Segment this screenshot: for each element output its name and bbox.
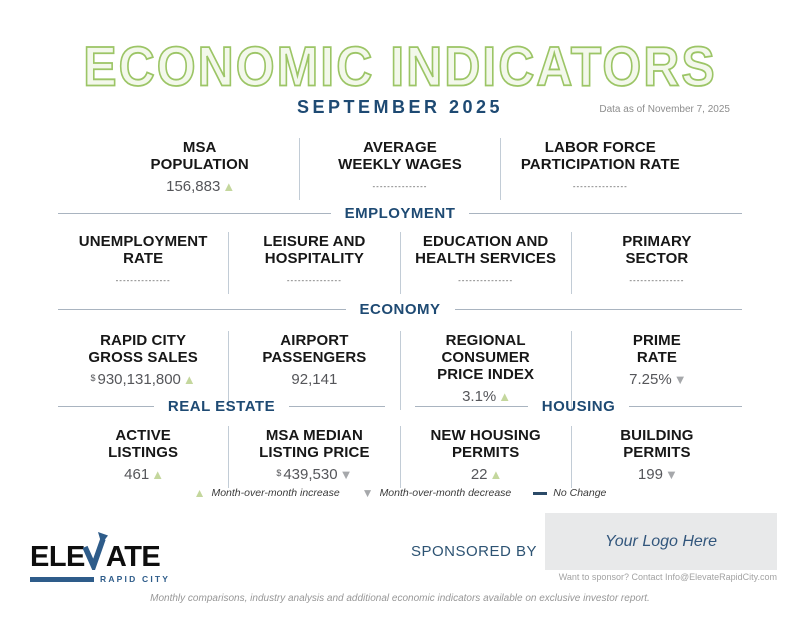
trend-icon: ▼	[673, 372, 687, 388]
section-header-economy: ECONOMY	[58, 301, 742, 318]
stat-label: REGIONAL CONSUMER PRICE INDEX	[437, 332, 535, 383]
stat-average-weekly-wages	[300, 138, 500, 200]
stat-value: ---------------	[286, 276, 342, 286]
trend-icon: ▲	[498, 389, 512, 405]
trend-icon: ▲	[222, 179, 236, 195]
stat-label: LABOR FORCE PARTICIPATION RATE	[520, 139, 680, 173]
legend	[0, 487, 800, 499]
stat-primary-sector	[572, 232, 742, 294]
stat-label: PRIME RATE	[632, 332, 681, 366]
disclaimer-text: Monthly comparisons, industry analysis and additional economic indicators available on exclusive investor report.	[150, 593, 650, 604]
stat-label: MSA POPULATION	[150, 139, 249, 173]
stat-label: EDUCATION AND HEALTH SERVICES	[415, 233, 557, 267]
stat-value: ---------------	[115, 276, 171, 286]
stat-building-permits	[572, 426, 742, 488]
trend-icon: ▲	[489, 467, 503, 483]
stat-label: MSA MEDIAN LISTING PRICE	[259, 427, 370, 461]
section-header-housing: HOUSING	[415, 398, 742, 415]
logo-tagline: RAPID CITY	[100, 574, 171, 584]
divider-line	[289, 406, 385, 407]
stat-education-health	[401, 232, 572, 294]
trend-icon: ▲	[182, 372, 196, 388]
divider-line	[469, 213, 742, 214]
legend-increase: ▲ Month-over-month increase	[193, 486, 340, 500]
stat-value: ---------------	[372, 182, 428, 192]
trend-up-icon: ▲	[193, 486, 206, 500]
stat-label: AVERAGE WEEKLY WAGES	[338, 139, 462, 173]
stat-value: 7.25% ▼	[629, 371, 687, 389]
stat-label: RAPID CITY GROSS SALES	[88, 332, 198, 366]
split-section-headers	[58, 398, 742, 415]
divider-line	[415, 406, 528, 407]
sponsor-logo-placeholder: Your Logo Here	[545, 513, 777, 570]
top-stats-row	[100, 138, 700, 200]
no-change-dash-icon	[533, 492, 547, 495]
stat-value: 199 ▼	[637, 466, 678, 484]
section-header-employment: EMPLOYMENT	[58, 205, 742, 222]
stat-labor-force-participation	[501, 138, 700, 200]
stat-label: ACTIVE LISTINGS	[108, 427, 179, 461]
stat-new-housing-permits	[401, 426, 572, 488]
page-title: ECONOMIC INDICATORS	[83, 35, 717, 98]
stat-label: NEW HOUSING PERMITS	[430, 427, 541, 461]
trend-icon: ▼	[339, 467, 353, 483]
employment-stats-row	[58, 232, 742, 294]
legend-no-change: No Change	[533, 487, 606, 499]
stat-value: 3.1% ▲	[462, 388, 512, 406]
logo-bar	[30, 577, 94, 582]
divider-line	[58, 213, 331, 214]
stat-value: $ 439,530 ▼	[276, 466, 353, 484]
logo-text-ele: ELE	[30, 541, 85, 574]
divider-line	[58, 309, 346, 310]
stat-label: BUILDING PERMITS	[620, 427, 694, 461]
stat-unemployment-rate	[58, 232, 229, 294]
trend-icon: ▲	[151, 467, 165, 483]
report-month: SEPTEMBER 2025	[296, 97, 504, 117]
stat-label: AIRPORT PASSENGERS	[262, 332, 367, 366]
stat-label: UNEMPLOYMENT RATE	[78, 233, 208, 267]
data-as-of-note: Data as of November 7, 2025	[599, 104, 730, 115]
stat-value: 156,883 ▲	[166, 178, 236, 196]
stat-msa-population	[100, 138, 300, 200]
sponsored-by-label: SPONSORED BY	[410, 543, 537, 560]
real-estate-housing-stats-row	[58, 426, 742, 488]
sponsor-contact-note: Want to sponsor? Contact Info@ElevateRapidCity.com	[558, 572, 777, 582]
stat-value: ---------------	[572, 182, 628, 192]
stat-label: LEISURE AND HOSPITALITY	[263, 233, 366, 267]
stat-value: ---------------	[629, 276, 685, 286]
stat-value: $ 930,131,800 ▲	[90, 371, 196, 389]
stat-value: 92,141	[291, 371, 338, 389]
divider-line	[455, 309, 743, 310]
section-header-real-estate: REAL ESTATE	[58, 398, 385, 415]
stat-msa-median-listing-price	[229, 426, 400, 488]
stat-leisure-hospitality	[229, 232, 400, 294]
trend-icon: ▼	[664, 467, 678, 483]
stat-active-listings	[58, 426, 229, 488]
stat-value: 461 ▲	[124, 466, 165, 484]
trend-down-icon: ▼	[361, 486, 374, 500]
logo-text-ate: ATE	[105, 541, 161, 574]
stat-label: PRIMARY SECTOR	[622, 233, 692, 267]
divider-line	[58, 406, 154, 407]
stat-value: 22 ▲	[470, 466, 503, 484]
divider-line	[629, 406, 742, 407]
legend-decrease: ▼ Month-over-month decrease	[361, 486, 512, 500]
stat-value: ---------------	[458, 276, 514, 286]
